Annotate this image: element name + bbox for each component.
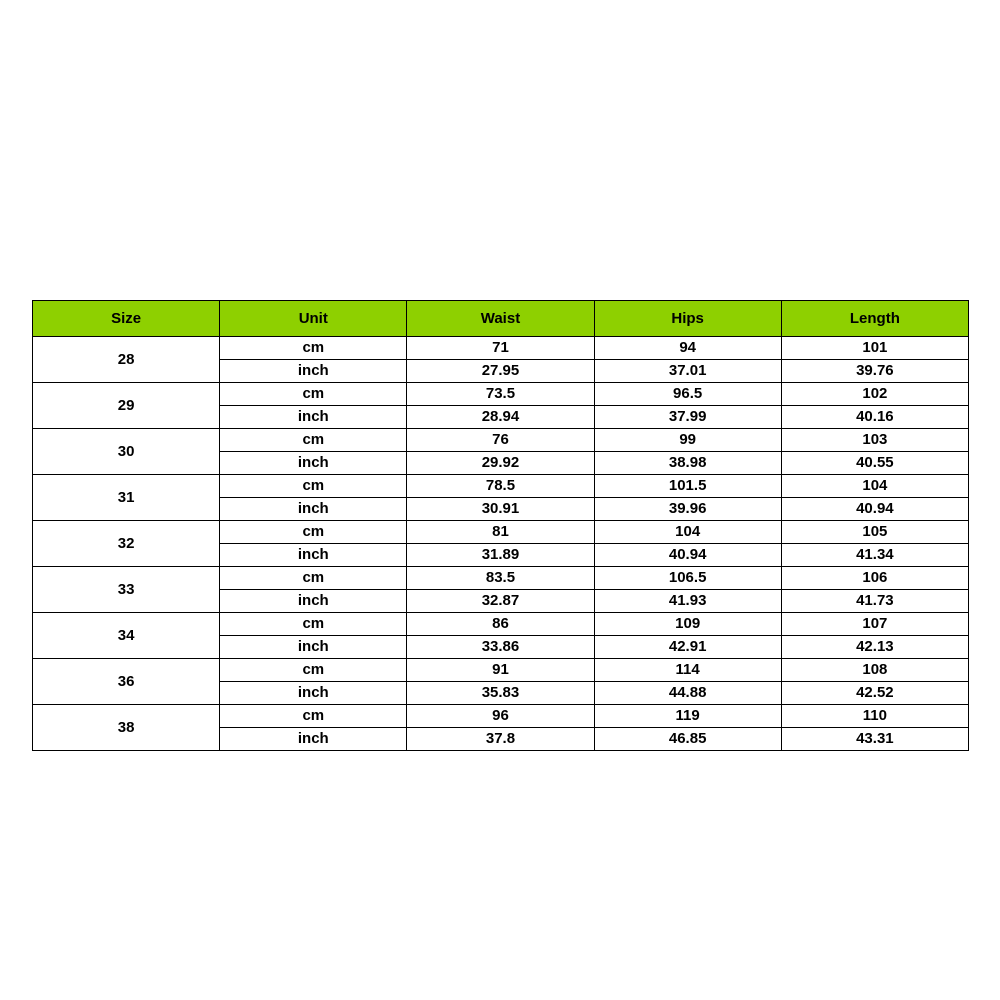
hips-cell: 40.94: [594, 544, 781, 567]
waist-cell: 78.5: [407, 475, 594, 498]
length-cell: 102: [781, 383, 968, 406]
table-header-row: [33, 301, 969, 337]
unit-cell: inch: [220, 728, 407, 751]
waist-cell: 31.89: [407, 544, 594, 567]
unit-cell: cm: [220, 659, 407, 682]
hips-cell: 109: [594, 613, 781, 636]
length-cell: 42.52: [781, 682, 968, 705]
table-row: [33, 521, 969, 544]
hips-cell: 38.98: [594, 452, 781, 475]
size-cell: 36: [33, 659, 220, 705]
hips-cell: 39.96: [594, 498, 781, 521]
unit-cell: cm: [220, 383, 407, 406]
waist-cell: 28.94: [407, 406, 594, 429]
table-row: [33, 613, 969, 636]
hips-cell: 37.99: [594, 406, 781, 429]
length-cell: 107: [781, 613, 968, 636]
hips-cell: 99: [594, 429, 781, 452]
length-cell: 41.34: [781, 544, 968, 567]
unit-cell: cm: [220, 567, 407, 590]
unit-cell: cm: [220, 475, 407, 498]
header-hips: Hips: [594, 301, 781, 337]
size-cell: 28: [33, 337, 220, 383]
hips-cell: 101.5: [594, 475, 781, 498]
waist-cell: 83.5: [407, 567, 594, 590]
length-cell: 106: [781, 567, 968, 590]
header-unit: Unit: [220, 301, 407, 337]
hips-cell: 46.85: [594, 728, 781, 751]
length-cell: 108: [781, 659, 968, 682]
table-row: [33, 567, 969, 590]
hips-cell: 96.5: [594, 383, 781, 406]
unit-cell: cm: [220, 613, 407, 636]
length-cell: 42.13: [781, 636, 968, 659]
header-waist: Waist: [407, 301, 594, 337]
unit-cell: inch: [220, 360, 407, 383]
length-cell: 39.76: [781, 360, 968, 383]
length-cell: 40.94: [781, 498, 968, 521]
unit-cell: inch: [220, 636, 407, 659]
size-chart-table: [32, 300, 969, 751]
size-cell: 31: [33, 475, 220, 521]
waist-cell: 71: [407, 337, 594, 360]
waist-cell: 35.83: [407, 682, 594, 705]
unit-cell: cm: [220, 521, 407, 544]
unit-cell: cm: [220, 705, 407, 728]
waist-cell: 73.5: [407, 383, 594, 406]
unit-cell: inch: [220, 544, 407, 567]
length-cell: 40.55: [781, 452, 968, 475]
unit-cell: inch: [220, 590, 407, 613]
table-row: [33, 475, 969, 498]
hips-cell: 119: [594, 705, 781, 728]
waist-cell: 37.8: [407, 728, 594, 751]
hips-cell: 37.01: [594, 360, 781, 383]
unit-cell: inch: [220, 682, 407, 705]
size-cell: 34: [33, 613, 220, 659]
length-cell: 103: [781, 429, 968, 452]
length-cell: 104: [781, 475, 968, 498]
unit-cell: inch: [220, 406, 407, 429]
length-cell: 41.73: [781, 590, 968, 613]
length-cell: 101: [781, 337, 968, 360]
header-size: Size: [33, 301, 220, 337]
waist-cell: 30.91: [407, 498, 594, 521]
table-row: [33, 383, 969, 406]
size-cell: 33: [33, 567, 220, 613]
table-row: [33, 337, 969, 360]
waist-cell: 76: [407, 429, 594, 452]
table-row: [33, 659, 969, 682]
length-cell: 43.31: [781, 728, 968, 751]
unit-cell: cm: [220, 337, 407, 360]
length-cell: 40.16: [781, 406, 968, 429]
length-cell: 105: [781, 521, 968, 544]
waist-cell: 86: [407, 613, 594, 636]
waist-cell: 81: [407, 521, 594, 544]
hips-cell: 114: [594, 659, 781, 682]
hips-cell: 42.91: [594, 636, 781, 659]
unit-cell: inch: [220, 452, 407, 475]
size-cell: 30: [33, 429, 220, 475]
waist-cell: 29.92: [407, 452, 594, 475]
table-row: [33, 429, 969, 452]
hips-cell: 44.88: [594, 682, 781, 705]
hips-cell: 106.5: [594, 567, 781, 590]
size-cell: 38: [33, 705, 220, 751]
waist-cell: 96: [407, 705, 594, 728]
table-row: [33, 705, 969, 728]
hips-cell: 104: [594, 521, 781, 544]
waist-cell: 32.87: [407, 590, 594, 613]
waist-cell: 33.86: [407, 636, 594, 659]
waist-cell: 91: [407, 659, 594, 682]
size-cell: 32: [33, 521, 220, 567]
length-cell: 110: [781, 705, 968, 728]
hips-cell: 41.93: [594, 590, 781, 613]
waist-cell: 27.95: [407, 360, 594, 383]
size-cell: 29: [33, 383, 220, 429]
unit-cell: cm: [220, 429, 407, 452]
table-body: [33, 337, 969, 751]
unit-cell: inch: [220, 498, 407, 521]
header-length: Length: [781, 301, 968, 337]
hips-cell: 94: [594, 337, 781, 360]
